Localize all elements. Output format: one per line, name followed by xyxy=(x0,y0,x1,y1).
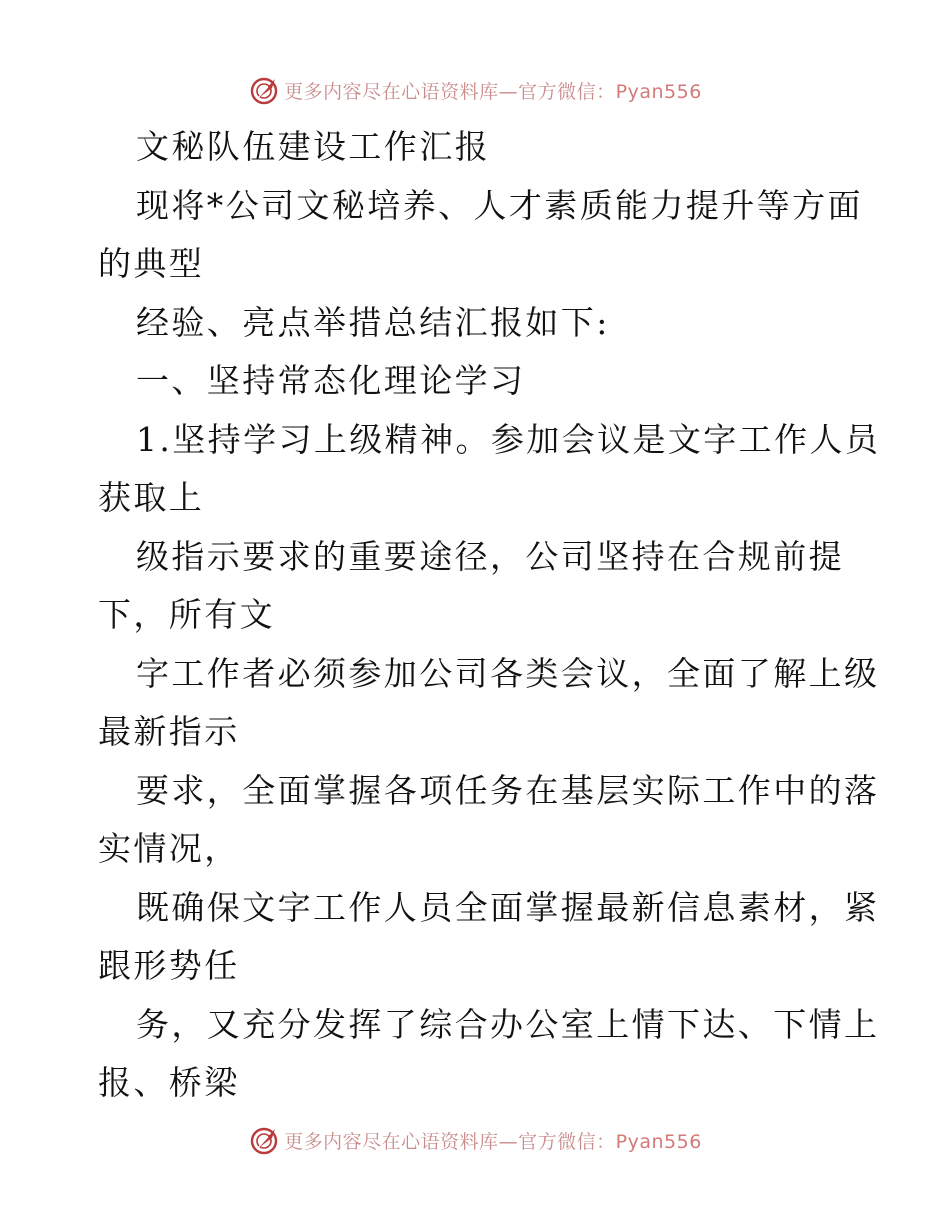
doc-line: 要求，全面掌握各项任务在基层实际工作中的落 xyxy=(136,770,880,810)
watermark-label: 更多内容尽在心语资料库—官方微信： xyxy=(284,1130,616,1153)
watermark-text xyxy=(284,77,702,104)
header-watermark xyxy=(0,70,950,110)
watermark-handle: Pyan556 xyxy=(615,80,702,103)
doc-line: 既确保文字工作人员全面掌握最新信息素材，紧 xyxy=(136,887,880,927)
doc-line: 的典型 xyxy=(98,244,205,283)
doc-line: 文秘队伍建设工作汇报 xyxy=(136,127,490,166)
footer-watermark xyxy=(0,1120,950,1160)
doc-line: 字工作者必须参加公司各类会议，全面了解上级 xyxy=(136,653,880,693)
doc-line: 务，又充分发挥了综合办公室上情下达、下情上 xyxy=(136,1004,880,1044)
watermark-handle: Pyan556 xyxy=(615,1130,702,1153)
doc-line: 现将*公司文秘培养、人才素质能力提升等方面 xyxy=(136,185,863,225)
doc-line: 实情况， xyxy=(98,829,240,868)
quill-logo-icon xyxy=(248,74,280,106)
doc-line: 一、坚持常态化理论学习 xyxy=(136,361,526,400)
document-body xyxy=(98,118,881,1113)
doc-line: 经验、亮点举措总结汇报如下: xyxy=(136,302,610,342)
doc-line: 获取上 xyxy=(98,478,205,517)
doc-line: 下，所有文 xyxy=(98,595,275,634)
quill-logo-icon xyxy=(248,1124,280,1156)
doc-line: 级指示要求的重要途径，公司坚持在合规前提 xyxy=(136,536,844,576)
doc-line: 跟形势任 xyxy=(98,946,240,985)
doc-line: 1.坚持学习上级精神。参加会议是文字工作人员 xyxy=(136,419,881,459)
watermark-label: 更多内容尽在心语资料库—官方微信： xyxy=(284,80,616,103)
watermark-text xyxy=(284,1127,702,1154)
doc-line: 报、桥梁 xyxy=(98,1063,240,1102)
doc-line: 最新指示 xyxy=(98,712,240,751)
